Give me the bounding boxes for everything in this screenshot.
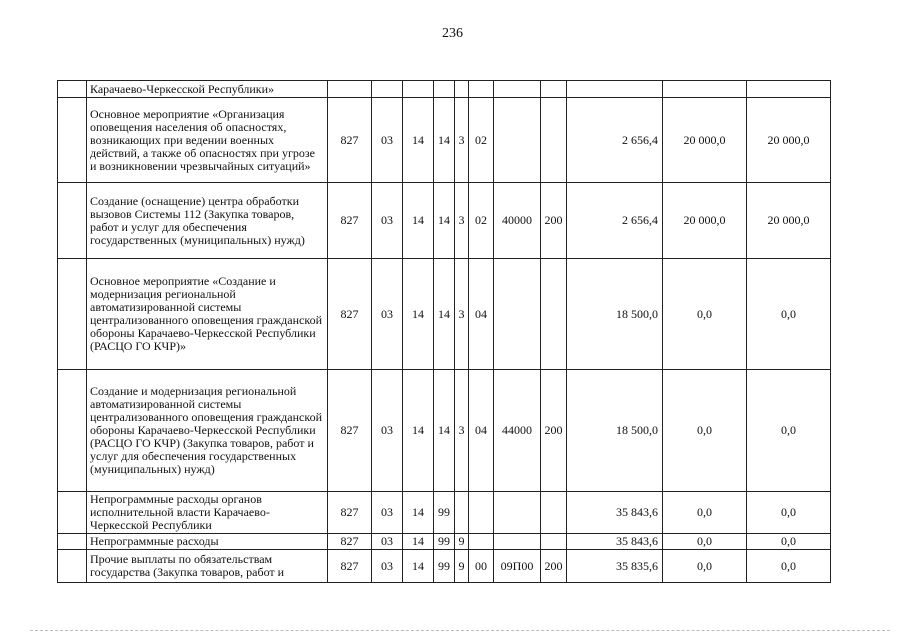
code-subsection (403, 81, 434, 98)
code-subsection: 14 (403, 183, 434, 259)
code-section: 03 (372, 370, 403, 492)
code-subprogram (455, 492, 469, 534)
code-activity: 02 (469, 98, 494, 183)
blank-cell (58, 534, 87, 550)
code-subprogram: 3 (455, 183, 469, 259)
amount-year-3: 0,0 (747, 370, 831, 492)
amount-year-1: 35 843,6 (567, 534, 663, 550)
code-ministry: 827 (328, 183, 372, 259)
code-activity (469, 492, 494, 534)
code-ministry: 827 (328, 370, 372, 492)
code-direction (494, 534, 541, 550)
code-activity: 04 (469, 370, 494, 492)
blank-cell (58, 81, 87, 98)
code-subsection: 14 (403, 492, 434, 534)
code-program: 14 (434, 259, 455, 370)
code-section: 03 (372, 98, 403, 183)
table-row (58, 370, 831, 492)
code-direction (494, 259, 541, 370)
code-subsection: 14 (403, 98, 434, 183)
amount-year-2: 0,0 (663, 492, 747, 534)
amount-year-3 (747, 81, 831, 98)
amount-year-3: 0,0 (747, 259, 831, 370)
row-name: Основное мероприятие «Организация оповещения населения об опасностях, возникающих при ведении военных действий, а также об опасностях при угрозе и возникновении чрезвычайных ситуаций» (87, 98, 328, 183)
code-activity (469, 81, 494, 98)
amount-year-1: 2 656,4 (567, 98, 663, 183)
code-direction: 09П00 (494, 550, 541, 583)
row-name: Создание и модернизация региональной автоматизированной системы централизованного оповещения гражданской обороны Карачаево-Черкесской Республики (РАСЦО ГО КЧР) (Закупка товаров, работ и услуг для обеспечения государственных (муниципальных) нужд) (87, 370, 328, 492)
code-direction: 40000 (494, 183, 541, 259)
code-expense-type (541, 259, 567, 370)
code-ministry: 827 (328, 550, 372, 583)
code-section (372, 81, 403, 98)
budget-table (57, 80, 831, 583)
amount-year-1: 35 835,6 (567, 550, 663, 583)
row-name: Непрограммные расходы органов исполнительной власти Карачаево-Черкесской Республики (87, 492, 328, 534)
code-ministry: 827 (328, 259, 372, 370)
code-ministry (328, 81, 372, 98)
code-program: 14 (434, 98, 455, 183)
code-section: 03 (372, 259, 403, 370)
code-direction (494, 81, 541, 98)
code-subsection: 14 (403, 550, 434, 583)
amount-year-3: 0,0 (747, 550, 831, 583)
code-direction: 44000 (494, 370, 541, 492)
row-name: Прочие выплаты по обязательствам государства (Закупка товаров, работ и (87, 550, 328, 583)
code-program: 14 (434, 370, 455, 492)
table-row (58, 550, 831, 583)
table-row (58, 259, 831, 370)
table-row (58, 534, 831, 550)
code-expense-type: 200 (541, 183, 567, 259)
code-activity: 04 (469, 259, 494, 370)
blank-cell (58, 183, 87, 259)
code-activity: 00 (469, 550, 494, 583)
code-activity (469, 534, 494, 550)
amount-year-2: 0,0 (663, 534, 747, 550)
blank-cell (58, 98, 87, 183)
row-name: Основное мероприятие «Создание и модернизация региональной автоматизированной системы централизованного оповещения гражданской обороны Карачаево-Черкесской Республики (РАСЦО ГО КЧР)» (87, 259, 328, 370)
code-program: 99 (434, 534, 455, 550)
page-bottom-edge (30, 630, 890, 631)
code-expense-type (541, 81, 567, 98)
code-program (434, 81, 455, 98)
code-ministry: 827 (328, 98, 372, 183)
code-activity: 02 (469, 183, 494, 259)
amount-year-1: 18 500,0 (567, 370, 663, 492)
amount-year-1: 2 656,4 (567, 183, 663, 259)
code-subsection: 14 (403, 259, 434, 370)
table-row (58, 183, 831, 259)
amount-year-2: 0,0 (663, 550, 747, 583)
code-subprogram: 9 (455, 550, 469, 583)
amount-year-2 (663, 81, 747, 98)
row-name: Карачаево-Черкесской Республики» (87, 81, 328, 98)
amount-year-3: 20 000,0 (747, 183, 831, 259)
code-expense-type (541, 98, 567, 183)
code-program: 14 (434, 183, 455, 259)
code-section: 03 (372, 492, 403, 534)
amount-year-2: 0,0 (663, 370, 747, 492)
table-row (58, 81, 831, 98)
amount-year-3: 0,0 (747, 492, 831, 534)
amount-year-1: 35 843,6 (567, 492, 663, 534)
code-subprogram: 3 (455, 259, 469, 370)
code-expense-type: 200 (541, 370, 567, 492)
amount-year-2: 20 000,0 (663, 98, 747, 183)
code-section: 03 (372, 534, 403, 550)
amount-year-1: 18 500,0 (567, 259, 663, 370)
code-program: 99 (434, 550, 455, 583)
code-subsection: 14 (403, 534, 434, 550)
row-name: Непрограммные расходы (87, 534, 328, 550)
code-ministry: 827 (328, 534, 372, 550)
blank-cell (58, 492, 87, 534)
code-expense-type (541, 492, 567, 534)
code-subprogram: 9 (455, 534, 469, 550)
amount-year-3: 20 000,0 (747, 98, 831, 183)
table-row (58, 492, 831, 534)
amount-year-3: 0,0 (747, 534, 831, 550)
amount-year-2: 0,0 (663, 259, 747, 370)
code-subprogram (455, 81, 469, 98)
amount-year-2: 20 000,0 (663, 183, 747, 259)
code-subsection: 14 (403, 370, 434, 492)
amount-year-1 (567, 81, 663, 98)
code-expense-type: 200 (541, 550, 567, 583)
code-expense-type (541, 534, 567, 550)
row-name: Создание (оснащение) центра обработки вызовов Системы 112 (Закупка товаров, работ и услуг для обеспечения государственных (муниципальных) нужд) (87, 183, 328, 259)
code-section: 03 (372, 183, 403, 259)
code-section: 03 (372, 550, 403, 583)
code-subprogram: 3 (455, 98, 469, 183)
page-number: 236 (442, 26, 463, 41)
code-direction (494, 492, 541, 534)
code-subprogram: 3 (455, 370, 469, 492)
code-ministry: 827 (328, 492, 372, 534)
code-program: 99 (434, 492, 455, 534)
blank-cell (58, 550, 87, 583)
blank-cell (58, 259, 87, 370)
table-row (58, 98, 831, 183)
code-direction (494, 98, 541, 183)
blank-cell (58, 370, 87, 492)
